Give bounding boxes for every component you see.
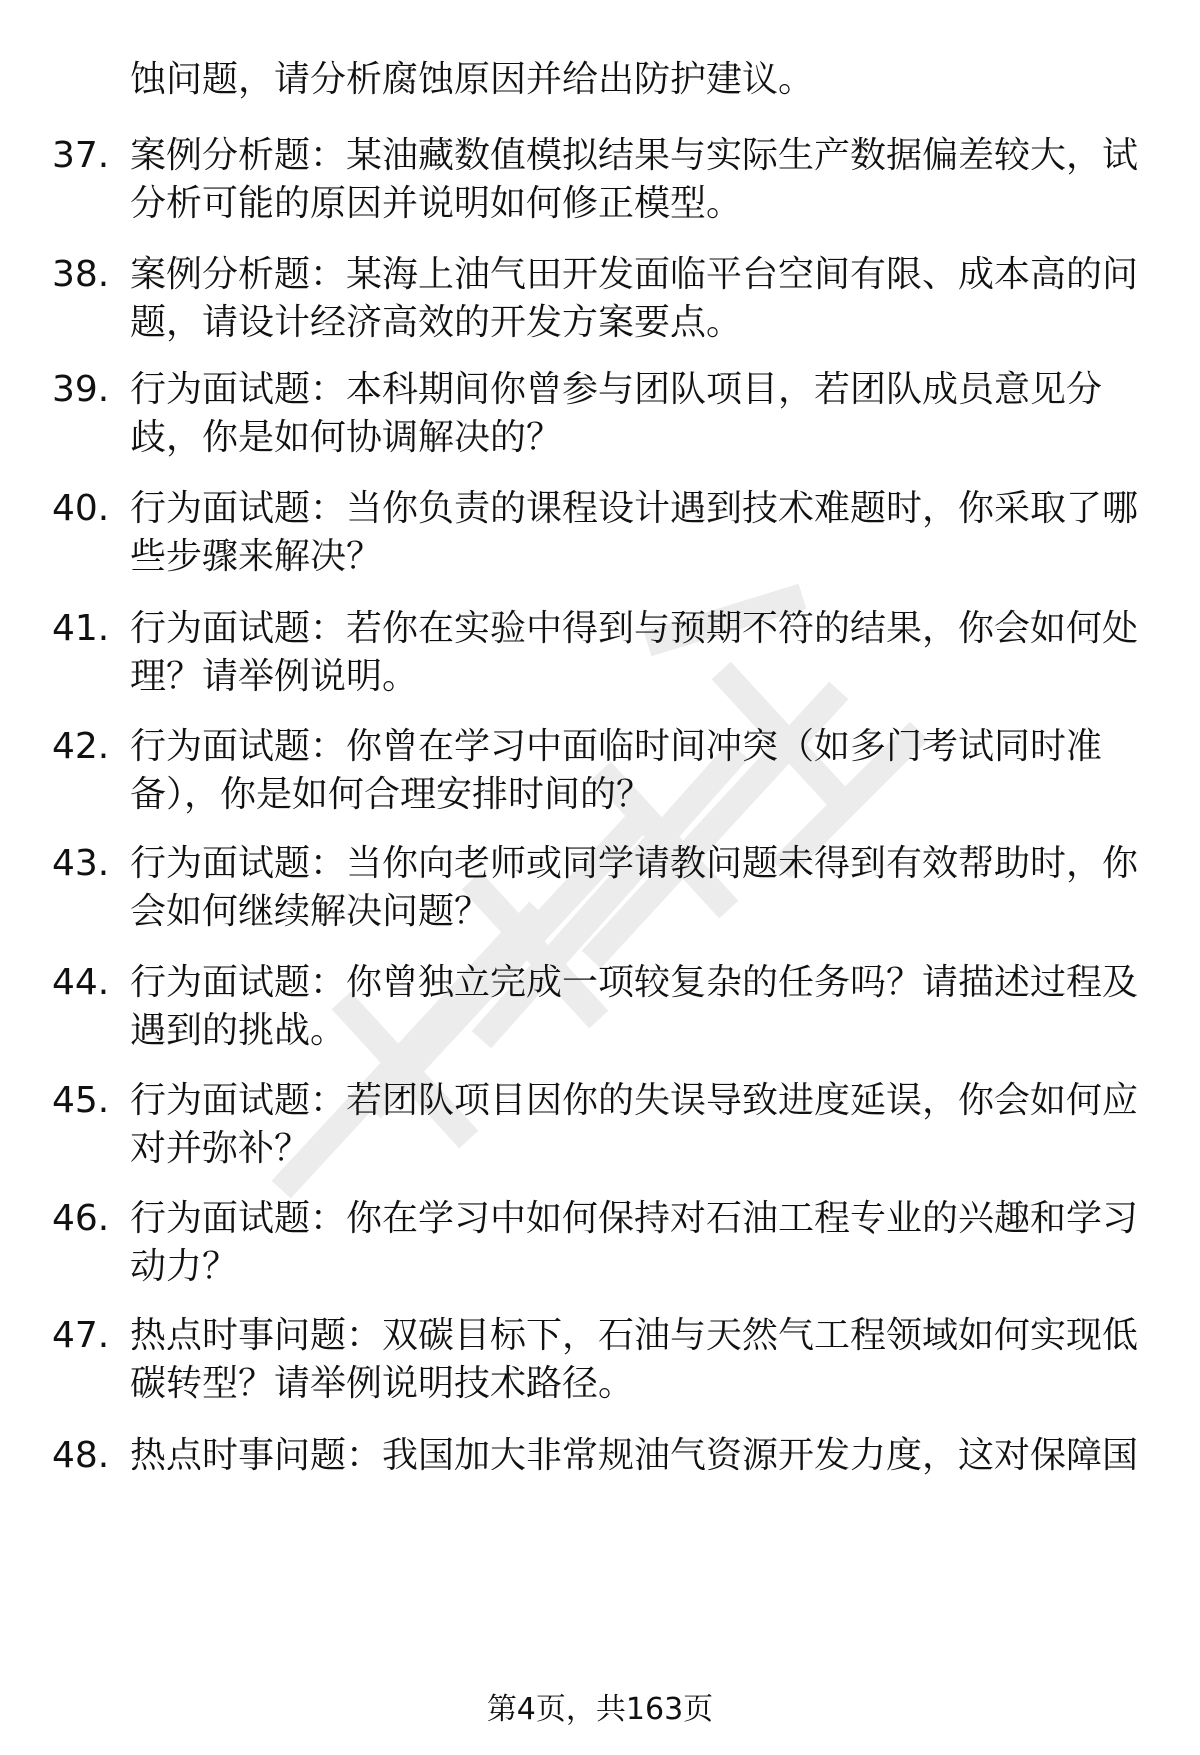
item-text — [130, 1077, 1150, 1173]
item-line: 碳转型？请举例说明技术路径。 — [130, 1363, 635, 1404]
item-number: 42. — [52, 726, 110, 767]
item-text — [130, 251, 1150, 347]
item-line: 热点时事问题：双碳目标下，石油与天然气工程领域如何实现低 — [130, 1315, 1139, 1356]
item-line: 行为面试题：你曾在学习中面临时间冲突（如多门考试同时准 — [130, 726, 1103, 767]
item-number: 38. — [52, 254, 110, 295]
item-number: 43. — [52, 843, 110, 884]
item-line: 案例分析题：某海上油气田开发面临平台空间有限、成本高的问 — [130, 254, 1139, 295]
item-text — [130, 485, 1150, 581]
item-line: 题，请设计经济高效的开发方案要点。 — [130, 302, 743, 343]
item-line: 理？请举例说明。 — [130, 656, 419, 697]
item-number: 45. — [52, 1080, 110, 1121]
item-text — [130, 959, 1150, 1055]
item-line: 歧，你是如何协调解决的？ — [130, 417, 563, 458]
item-line: 行为面试题：当你负责的课程设计遇到技术难题时，你采取了哪 — [130, 488, 1139, 529]
continuation-text: 蚀问题，请分析腐蚀原因并给出防护建议。 — [130, 59, 815, 100]
item-line: 行为面试题：若你在实验中得到与预期不符的结果，你会如何处 — [130, 608, 1139, 649]
item-line: 行为面试题：本科期间你曾参与团队项目，若团队成员意见分 — [130, 369, 1103, 410]
item-number: 48. — [52, 1435, 110, 1476]
page-footer: 第4页，共163页 — [486, 1692, 714, 1727]
item-number: 37. — [52, 135, 110, 176]
item-line: 分析可能的原因并说明如何修正模型。 — [130, 183, 743, 224]
item-line: 动力？ — [130, 1246, 239, 1287]
item-text — [130, 366, 1150, 462]
item-line: 案例分析题：某油藏数值模拟结果与实际生产数据偏差较大，试 — [130, 135, 1139, 176]
item-line: 会如何继续解决问题？ — [130, 891, 491, 932]
item-number: 47. — [52, 1315, 110, 1356]
item-text — [130, 605, 1150, 701]
item-text — [130, 1312, 1150, 1408]
item-line: 遇到的挑战。 — [130, 1010, 347, 1051]
item-text — [130, 1195, 1150, 1291]
item-number: 39. — [52, 369, 110, 410]
item-line: 热点时事问题：我国加大非常规油气资源开发力度，这对保障国 — [130, 1435, 1139, 1476]
item-line: 对并弥补？ — [130, 1128, 311, 1169]
item-line: 行为面试题：你在学习中如何保持对石油工程专业的兴趣和学习 — [130, 1198, 1139, 1239]
item-line: 行为面试题：当你向老师或同学请教问题未得到有效帮助时，你 — [130, 843, 1139, 884]
item-text — [130, 840, 1150, 936]
item-number: 44. — [52, 962, 110, 1003]
item-number: 41. — [52, 608, 110, 649]
item-number: 40. — [52, 488, 110, 529]
item-text — [130, 1432, 1150, 1480]
item-number: 46. — [52, 1198, 110, 1239]
item-line: 些步骤来解决？ — [130, 536, 383, 577]
item-line: 行为面试题：若团队项目因你的失误导致进度延误，你会如何应 — [130, 1080, 1139, 1121]
item-text — [130, 723, 1150, 819]
item-line: 备），你是如何合理安排时间的？ — [130, 774, 653, 815]
item-text — [130, 132, 1150, 228]
item-line: 行为面试题：你曾独立完成一项较复杂的任务吗？请描述过程及 — [130, 962, 1139, 1003]
